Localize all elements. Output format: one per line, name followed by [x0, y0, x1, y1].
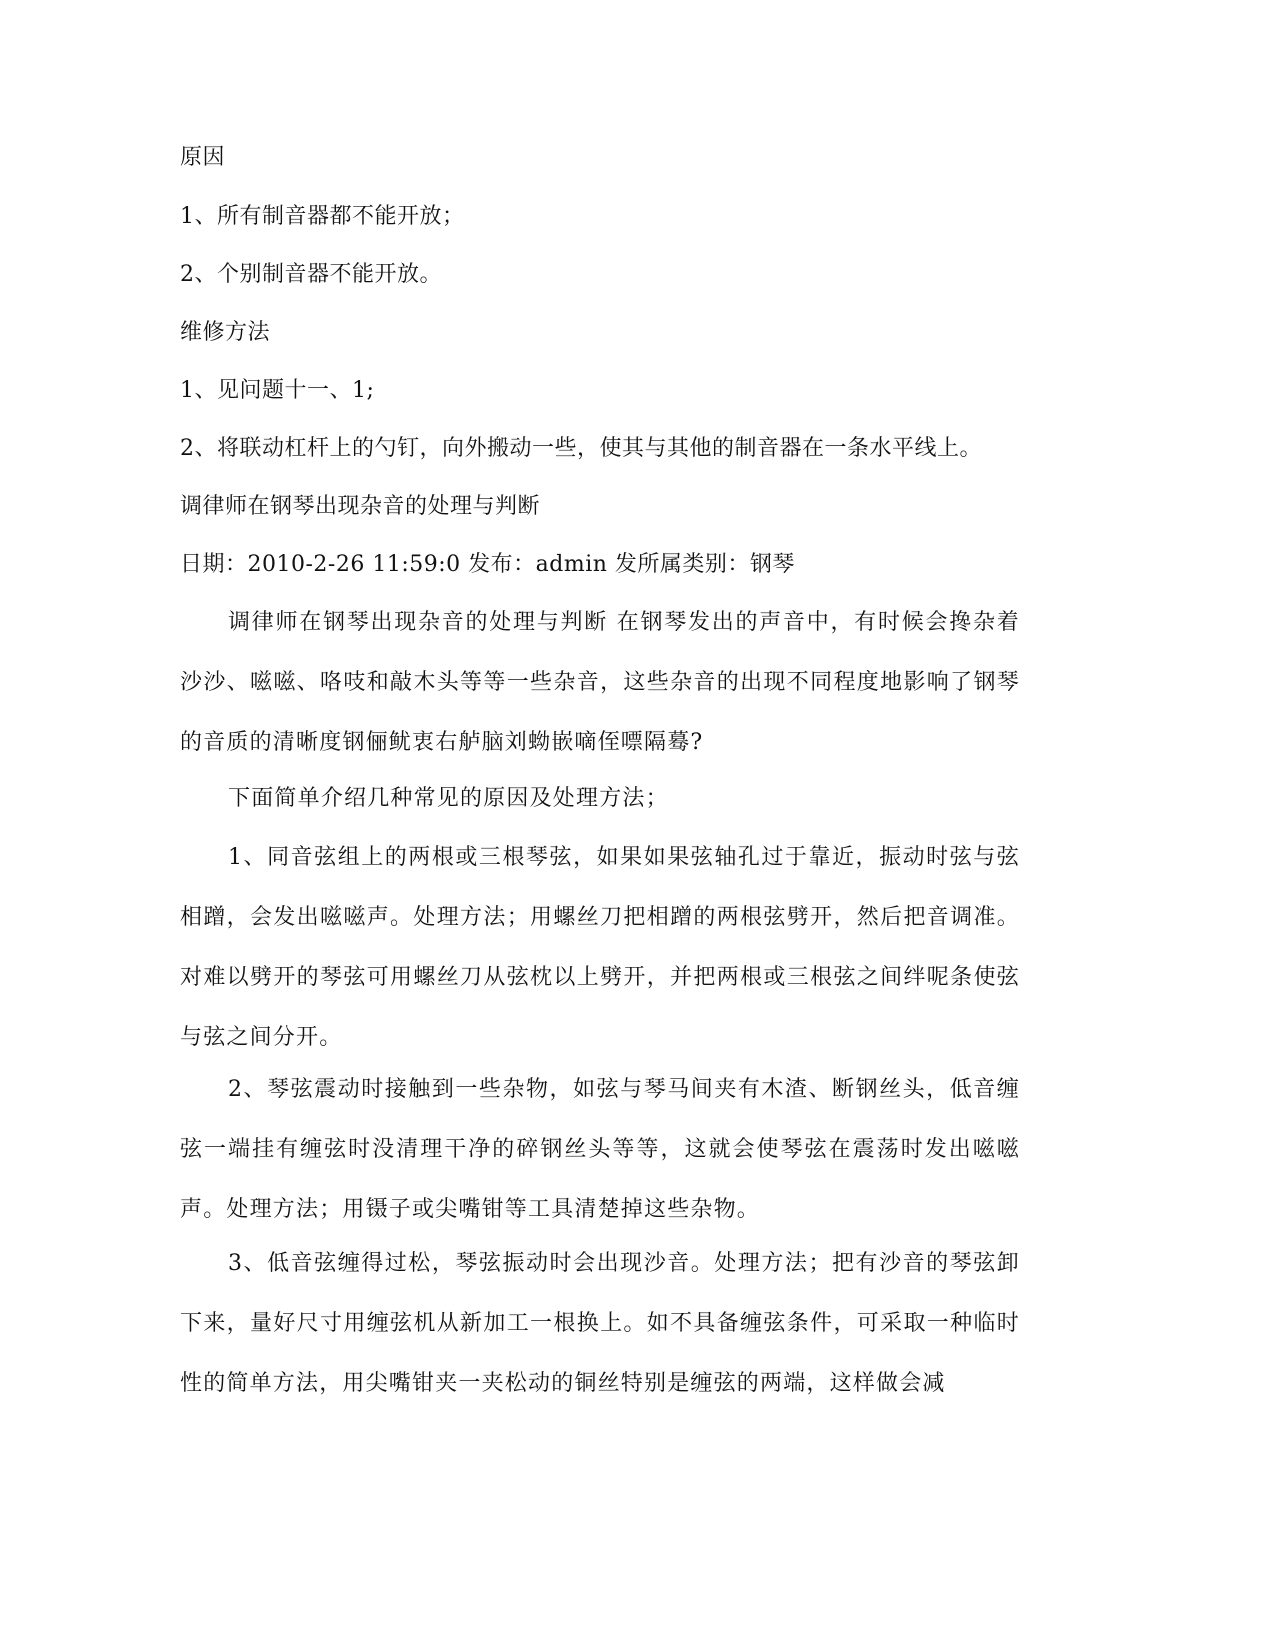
fix-item-1: 1、见问题十一、1;	[180, 378, 375, 403]
fix-item-2: 2、将联动杠杆上的勺钉，向外搬动一些，使其与其他的制音器在一条水平线上。	[180, 436, 982, 461]
cause-item-2: 2、个别制音器不能开放。	[180, 262, 442, 287]
article-title: 调律师在钢琴出现杂音的处理与判断	[180, 494, 541, 519]
paragraph-item-3: 3、低音弦缠得过松，琴弦振动时会出现沙音。处理方法；把有沙音的琴弦卸下来，量好尺寸用缠弦机从新加工一根换上。如不具备缠弦条件，可采取一种临时性的简单方法，用尖嘴钳夹一夹松动的铜丝特别是缠弦的两端，这样做会减	[180, 1251, 1020, 1396]
section-heading-fix: 维修方法	[180, 320, 271, 345]
paragraph-item-1: 1、同音弦组上的两根或三根琴弦，如果如果弦轴孔过于靠近，振动时弦与弦相蹭，会发出嗞嗞声。处理方法；用螺丝刀把相蹭的两根弦劈开，然后把音调准。对难以劈开的琴弦可用螺丝刀从弦枕以上劈开，并把两根或三根弦之间绊呢条使弦与弦之间分开。	[180, 845, 1020, 1050]
paragraph-intro: 调律师在钢琴出现杂音的处理与判断 在钢琴发出的声音中，有时候会搀杂着沙沙、嗞嗞、咯吱和敲木头等等一些杂音，这些杂音的出现不同程度地影响了钢琴的音质的清晰度钢俪鱿衷右舻脑刘蚴嵌嘀侄嘌隔蓦?	[180, 610, 1020, 755]
cause-item-1: 1、所有制音器都不能开放；	[180, 204, 465, 229]
section-heading-cause: 原因	[180, 145, 226, 170]
paragraph-item-2: 2、琴弦震动时接触到一些杂物，如弦与琴马间夹有木渣、断钢丝头，低音缠弦一端挂有缠弦时没清理干净的碎钢丝头等等，这就会使琴弦在震荡时发出嗞嗞声。处理方法；用镊子或尖嘴钳等工具清楚掉这些杂物。	[180, 1077, 1020, 1222]
document-page	[180, 0, 1040, 1650]
paragraph-methods-intro: 下面简单介绍几种常见的原因及处理方法；	[228, 786, 669, 811]
article-meta: 日期：2010-2-26 11:59:0 发布：admin 发所属类别：钢琴	[180, 552, 795, 577]
